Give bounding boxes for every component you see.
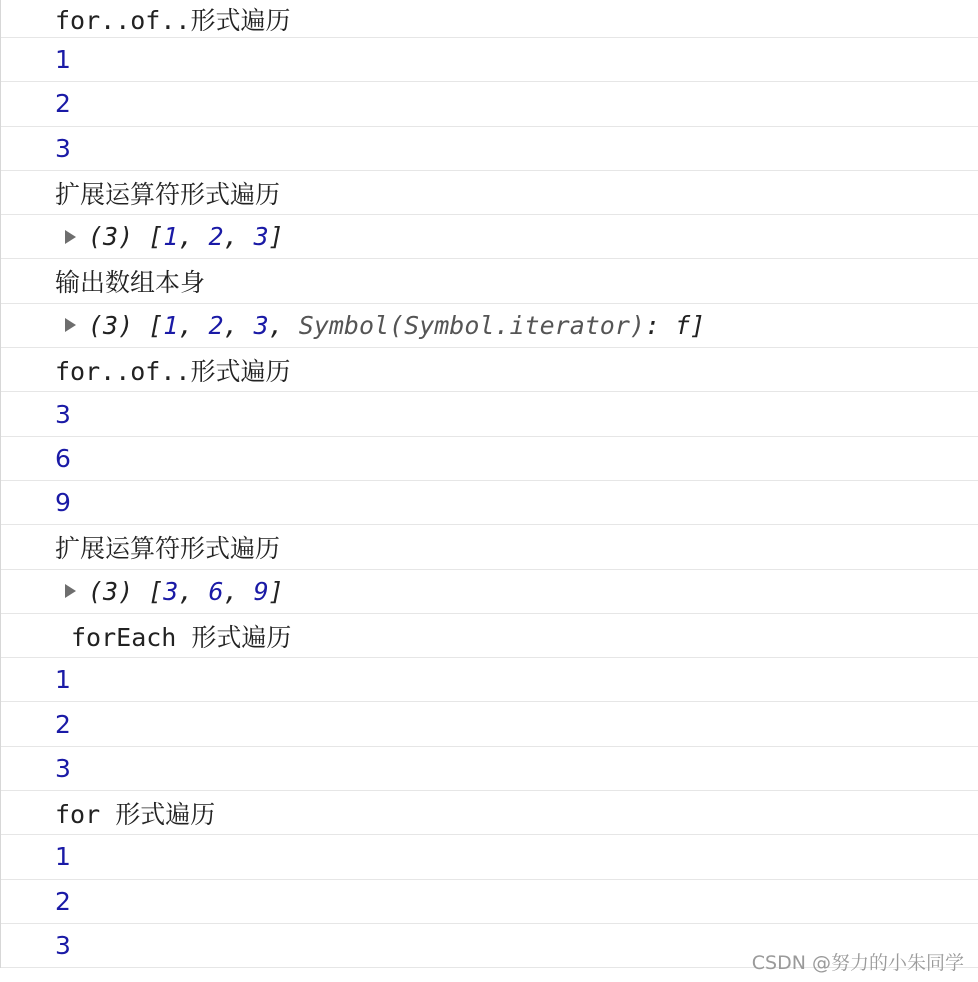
array-open-bracket: [ — [133, 310, 164, 340]
console-message — [1, 437, 978, 481]
log-text: 输出数组本身 — [55, 268, 206, 298]
log-number: 2 — [55, 89, 71, 119]
array-open-bracket: [ — [133, 222, 164, 252]
console-message — [1, 570, 978, 614]
console-message — [1, 304, 978, 348]
array-value: 3 — [253, 222, 269, 252]
array-close-bracket: ] — [690, 310, 706, 340]
array-value: 2 — [208, 222, 224, 252]
watermark: CSDN @努力的小朱同学 — [751, 952, 964, 974]
array-value: 1 — [163, 222, 179, 252]
log-text: 扩展运算符形式遍历 — [55, 179, 281, 209]
console-message — [1, 82, 978, 126]
log-text: 扩展运算符形式遍历 — [55, 533, 281, 563]
log-number: 1 — [55, 842, 71, 872]
array-separator: , — [268, 310, 299, 340]
array-close-bracket: ] — [268, 576, 284, 606]
array-preview[interactable] — [55, 222, 284, 251]
function-value: f — [675, 310, 691, 340]
array-separator: , — [223, 576, 254, 606]
console-message — [1, 791, 978, 835]
log-number: 1 — [55, 665, 71, 695]
log-text: for 形式遍历 — [55, 799, 216, 829]
array-value: 3 — [253, 310, 269, 340]
array-preview[interactable] — [55, 577, 284, 606]
log-number: 3 — [55, 931, 71, 961]
console-message — [1, 259, 978, 303]
console-message — [1, 702, 978, 746]
symbol-key: Symbol(Symbol.iterator) — [298, 310, 645, 340]
console-message — [1, 658, 978, 702]
console-message — [1, 481, 978, 525]
array-value: 2 — [208, 310, 224, 340]
log-number: 2 — [55, 886, 71, 916]
log-number: 3 — [55, 753, 71, 783]
array-separator: , — [223, 310, 254, 340]
array-separator: , — [178, 310, 209, 340]
console-message — [1, 525, 978, 569]
log-number: 6 — [55, 443, 71, 473]
console-message — [1, 171, 978, 215]
array-value: 9 — [253, 576, 269, 606]
log-number: 3 — [55, 399, 71, 429]
log-text: for..of..形式遍历 — [55, 5, 291, 35]
console-message — [1, 835, 978, 879]
triangle-right-icon[interactable] — [65, 584, 76, 598]
log-number: 3 — [55, 133, 71, 163]
array-length: (3) — [88, 576, 134, 606]
array-open-bracket: [ — [133, 576, 164, 606]
log-text: forEach 形式遍历 — [71, 622, 292, 652]
array-separator: , — [178, 222, 209, 252]
array-close-bracket: ] — [268, 222, 284, 252]
triangle-right-icon[interactable] — [65, 230, 76, 244]
array-preview[interactable] — [55, 311, 705, 340]
console-message — [1, 747, 978, 791]
array-value: 1 — [163, 310, 179, 340]
array-length: (3) — [88, 222, 134, 252]
log-number: 2 — [55, 709, 71, 739]
console-message — [1, 880, 978, 924]
console-message — [1, 38, 978, 82]
console-message — [1, 614, 978, 658]
console-message — [1, 0, 978, 38]
array-separator: , — [223, 222, 254, 252]
property-colon: : — [644, 310, 676, 340]
array-separator: , — [178, 576, 209, 606]
console-message — [1, 215, 978, 259]
array-value: 6 — [208, 576, 224, 606]
log-text: for..of..形式遍历 — [55, 356, 291, 386]
log-number: 1 — [55, 45, 71, 75]
array-value: 3 — [163, 576, 179, 606]
array-length: (3) — [88, 310, 134, 340]
log-number: 9 — [55, 488, 71, 518]
console-message — [1, 392, 978, 436]
console-message — [1, 348, 978, 392]
triangle-right-icon[interactable] — [65, 318, 76, 332]
console-message — [1, 127, 978, 171]
